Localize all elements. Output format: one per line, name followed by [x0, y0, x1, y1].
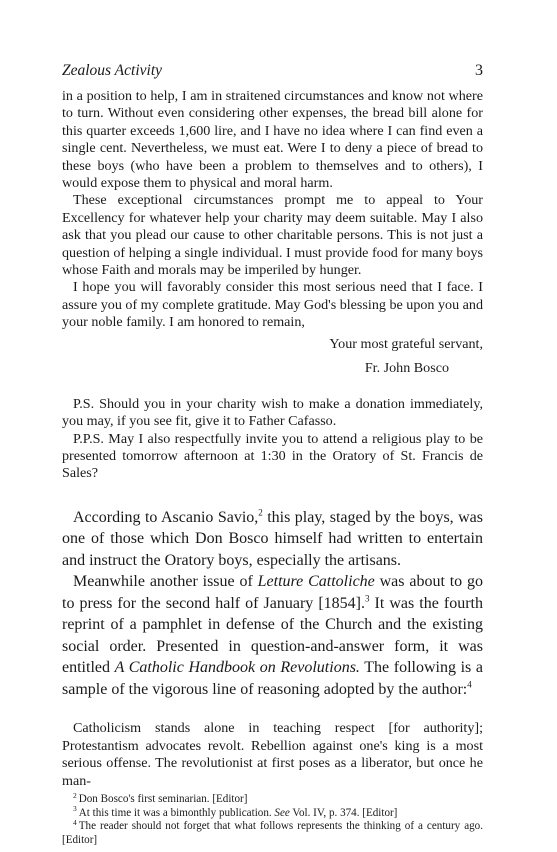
footnote-ref-4: 4 — [467, 679, 472, 690]
narrative-paragraph-2: Meanwhile another issue of Letture Cattoliche was about to go to press for the second half of January [1854].$^3$ It was the fourth reprint of a pamphlet in defense of the Church and the existing social order. Presented in question-and-answer form, it was entitled A Catholic Handbook on Revolutions. The following is a sample of the vigorous line of reasoning adopted by the author:$^4$ — [62, 573, 484, 698]
narrative-paragraph-1: According to Ascanio Savio,$^2$ this play, staged by the boys, was one of those which Don Bosco himself had written to entertain and instruct the Oratory boys, especially the artisans. — [62, 507, 483, 569]
quote-paragraph: Catholicism stands alone in teaching respect [for authority]; Protestantism advocates revolt. Rebellion against one's king is a most serious offense. The revolutionist at first poses as a liberator, but once he man- — [62, 720, 483, 789]
postscripts — [62, 396, 483, 483]
letter-paragraph-1: in a position to help, I am in straitened circumstances and know not where to turn. Without even considering other expenses, the bread bill alone for this quarter exceeds 1,600 lire, and I have no idea where I can find even a single cent. Nevertheless, we must eat. Were I to deny a piece of bread to these boys (who have been a problem to themselves and to others), I would expose them to physical and moral harm. — [62, 88, 483, 192]
quoted-excerpt — [62, 720, 483, 790]
periodical-title: Letture Cattoliche — [257, 573, 375, 591]
footnote-3: $^3$ At this time it was a bimonthly publication. See Vol. IV, p. 374. [Editor] — [73, 804, 398, 819]
letter-paragraph-2: These exceptional circumstances prompt me to appeal to Your Excellency for whatever help your charity may deem suitable. May I also ask that you plead our cause to other charitable persons. This is not just a question of helping a single individual. I must provide food for many boys whose Faith and morals may be imperiled by hunger. — [62, 192, 483, 279]
letter-paragraph-3: I hope you will favorably consider this most serious need that I face. I assure you of my complete gratitude. May God's blessing be upon you and your noble family. I am honored to remain, — [62, 279, 483, 331]
letter-body — [62, 88, 483, 380]
page-number: 3 — [475, 62, 483, 79]
footnotes — [62, 790, 483, 847]
running-title: Zealous Activity — [62, 62, 163, 79]
footnote-ref-2: 2 — [258, 507, 263, 518]
postscript: P.S. Should you in your charity wish to make a donation immediately, you may, if you see fit, give it to Father Cafasso. — [62, 395, 483, 430]
page-header — [62, 62, 483, 88]
pamphlet-title: A Catholic Handbook on Revolutions. — [114, 659, 360, 677]
footnote-2: $^2$ Don Bosco's first seminarian. [Editor] — [73, 790, 248, 806]
closing-line: Your most grateful servant, — [329, 335, 483, 352]
signature: Fr. John Bosco — [364, 359, 449, 376]
letter-closing — [62, 332, 483, 380]
post-postscript: P.P.S. May I also respectfully invite you to attend a religious play to be presented tomorrow afternoon at 1:30 in the Oratory of St. Francis de Sales? — [62, 430, 483, 482]
footnote-ref-3: 3 — [364, 593, 370, 604]
book-page — [62, 62, 483, 848]
narrative-text — [62, 507, 483, 701]
footnote-4: $^4$ The reader should not forget that what follows represents the thinking of a century ago. [Editor] — [62, 817, 483, 846]
